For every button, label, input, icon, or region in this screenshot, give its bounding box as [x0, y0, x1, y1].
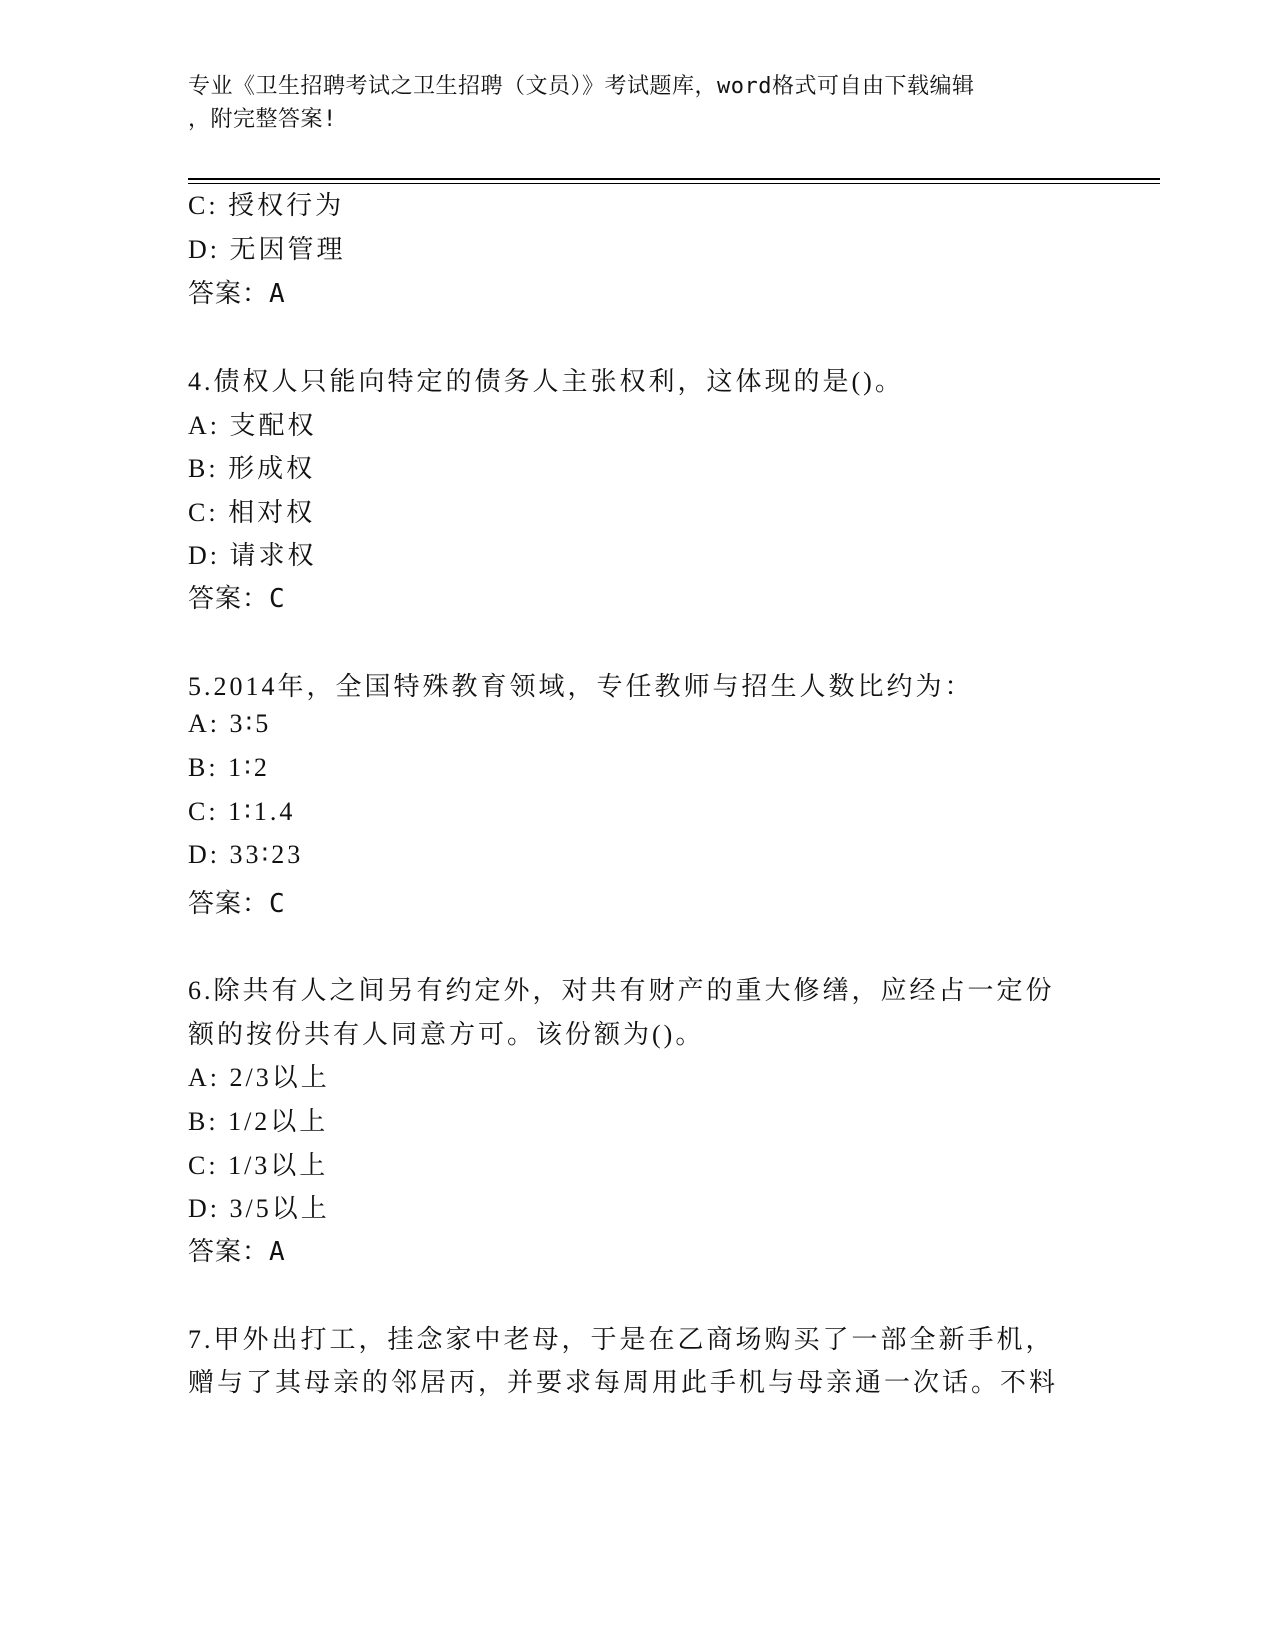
question-7-stem-line-1: 7.甲外出打工，挂念家中老母，于是在乙商场购买了一部全新手机， [188, 1325, 1055, 1354]
answer-value: C [269, 889, 286, 919]
answer-label: 答案： [188, 1237, 270, 1267]
answer-line [188, 1231, 286, 1268]
option-c: C: 相对权 [188, 498, 316, 527]
answer-label: 答案： [188, 279, 270, 309]
option-d: D: 请求权 [188, 541, 317, 570]
question-5-stem: 5.2014年，全国特殊教育领域，专任教师与招生人数比约为： [188, 672, 974, 701]
option-c: C: 1/3以上 [188, 1151, 329, 1180]
option-c: C: 授权行为 [188, 191, 345, 220]
answer-value: C [269, 584, 286, 614]
option-b: B: 形成权 [188, 454, 316, 483]
answer-label: 答案： [188, 889, 270, 919]
answer-line [188, 883, 286, 920]
option-a: A: 2/3以上 [188, 1063, 330, 1092]
header-line-2: ，附完整答案! [188, 107, 337, 132]
document-header [188, 70, 1088, 136]
option-b: B: 1∶2 [188, 753, 270, 782]
question-7-stem-line-2: 赠与了其母亲的邻居丙，并要求每周用此手机与母亲通一次话。不料 [188, 1368, 1059, 1397]
option-d: D: 3/5以上 [188, 1194, 330, 1223]
answer-line [188, 273, 286, 310]
header-divider-thin [188, 183, 1160, 184]
header-divider-thick [188, 178, 1160, 180]
option-a: A: 支配权 [188, 411, 317, 440]
answer-label: 答案： [188, 584, 270, 614]
header-line-1: 专业《卫生招聘考试之卫生招聘（文员）》考试题库，word格式可自由下载编辑 [188, 74, 975, 99]
option-a: A: 3∶5 [188, 709, 272, 738]
question-6-stem-line-2: 额的按份共有人同意方可。该份额为()。 [188, 1020, 705, 1049]
option-d: D: 33∶23 [188, 840, 304, 869]
answer-value: A [269, 1237, 286, 1267]
option-b: B: 1/2以上 [188, 1107, 329, 1136]
question-4-stem: 4.债权人只能向特定的债务人主张权利，这体现的是()。 [188, 367, 904, 396]
answer-value: A [269, 279, 286, 309]
option-c: C: 1∶1.4 [188, 797, 296, 826]
question-6-stem-line-1: 6.除共有人之间另有约定外，对共有财产的重大修缮，应经占一定份 [188, 976, 1055, 1005]
option-d: D: 无因管理 [188, 235, 346, 264]
answer-line [188, 578, 286, 615]
